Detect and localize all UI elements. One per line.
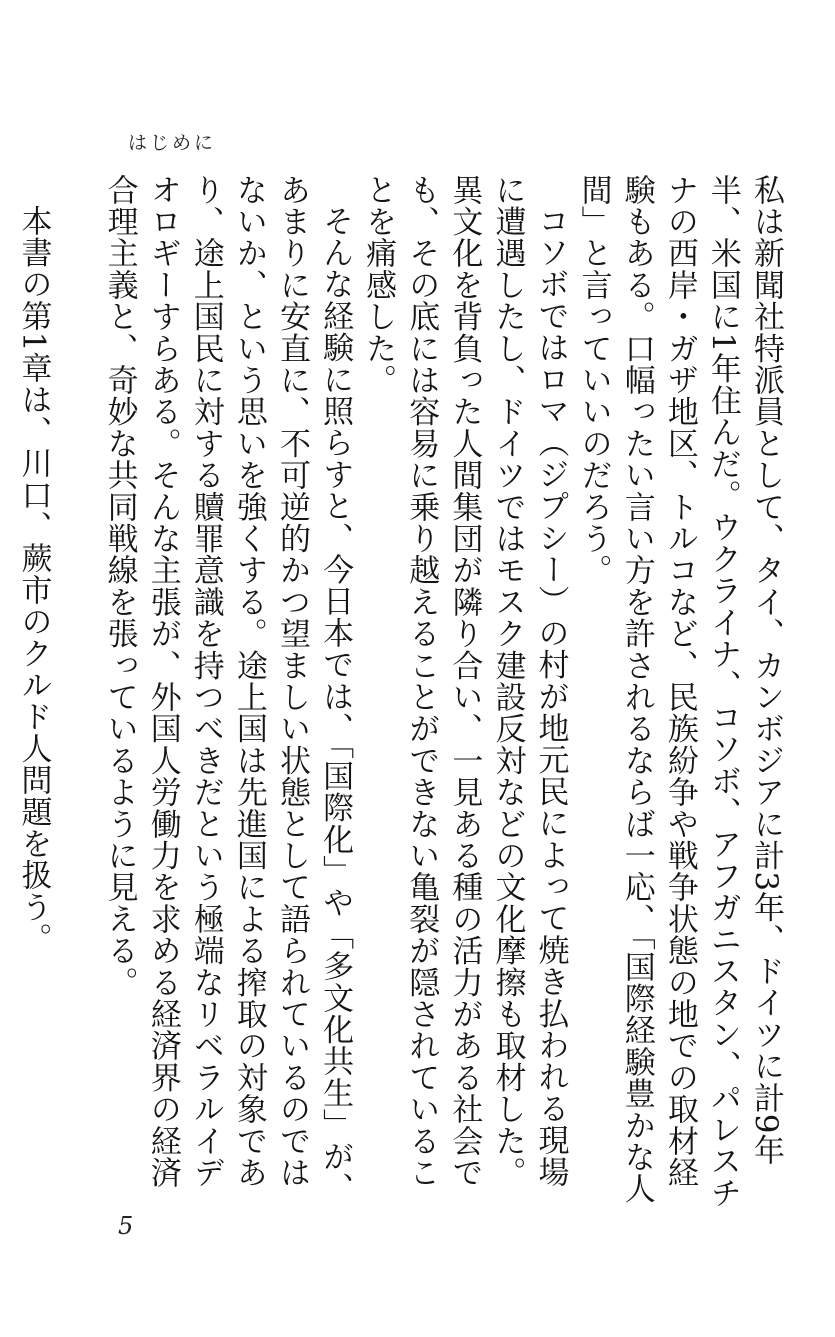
body-text bbox=[11, 174, 787, 1212]
paragraph-4: 本書の第1章は、川口、蕨市のクルド人問題を扱う。 bbox=[15, 205, 52, 955]
paragraph-1: 私は新聞社特派員として、タイ、カンボジアに計3年、ドイツに計9年半、米国に1年住んだ。ウクライナ、コソボ、アフガニスタン、パレスチナの西岸・ガザ地区、トルコなど、民族紛争や戦争状態の地での取材経験もある。口幅ったい言い方を許されるならば一応、「国際経験豊かな人間」と言っていいのだろう。 bbox=[575, 174, 784, 1209]
paragraph-3: そんな経験に照らすと、今日本では、「国際化」や「多文化共生」が、あまりに安直に、不可逆的かつ望ましい状態として語られているのではないか、という思いを強くする。途上国は先進国による搾取の対象であり、途上国民に対する贖罪意識を持つべきだという極端なリベラルイデオロギーすらある。そんな主張が、外国人労働力を求める経済界の経済合理主義と、奇妙な共同戦線を張っているように見える。 bbox=[101, 174, 354, 1204]
page-number: 5 bbox=[118, 1212, 134, 1240]
paragraph-2: コソボではロマ（ジプシー）の村が地元民によって焼き払われる現場に遭遇したし、ドイツではモスク建設反対などの文化摩擦も取材した。異文化を背負った人間集団が隣り合い、一見ある種の活力がある社会でも、その底には容易に乗り越えることができない亀裂が隠されていることを痛感した。 bbox=[360, 174, 569, 1189]
running-head: はじめに bbox=[128, 132, 217, 154]
